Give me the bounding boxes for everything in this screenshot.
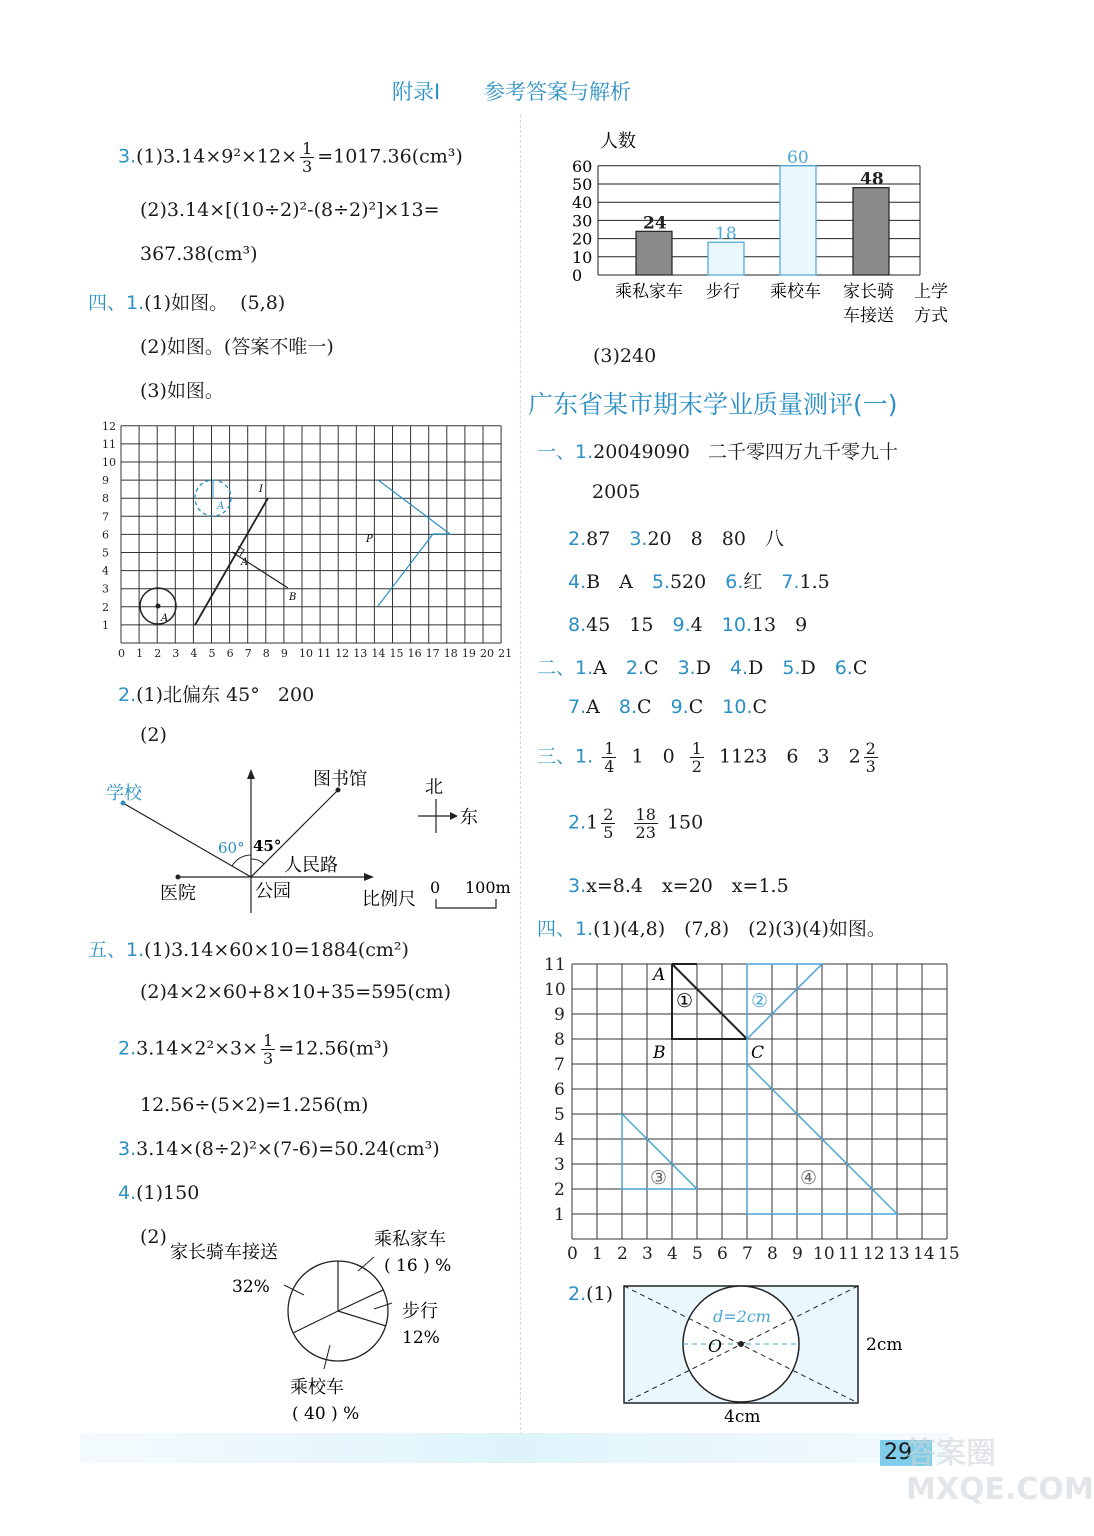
item-number: 9.: [670, 696, 689, 718]
item-number: 7.: [781, 571, 800, 593]
answer-3-2: (2)3.14×[(10÷2)²-(8÷2)²]×13=: [140, 199, 440, 221]
pie-private-label: 乘私家车: [374, 1229, 446, 1250]
grid2-xtick: 5: [692, 1244, 703, 1264]
answer-4-3: (3)如图。: [140, 380, 224, 402]
test-1-row4: [568, 610, 807, 637]
grid2-ytick: 3: [554, 1155, 565, 1175]
section-label: 二、: [537, 657, 576, 679]
item-value: 13 9: [751, 614, 808, 636]
grid1-xtick: 7: [244, 647, 252, 660]
label-circle-4: ④: [800, 1167, 818, 1189]
label-circle-3: ③: [650, 1167, 668, 1189]
item-value: C: [852, 657, 868, 679]
item-value: 20 8 80 八: [647, 528, 784, 550]
label-b: B: [289, 592, 297, 603]
answer-4-1: 四、1.(1)如图。 (5,8): [88, 292, 286, 314]
grid1-ytick: 12: [102, 419, 116, 433]
item-number: 4.: [729, 657, 749, 679]
label-circle-2: ②: [751, 990, 769, 1012]
bar-value-label: 60: [787, 147, 809, 168]
grid2-xtick: 9: [792, 1244, 803, 1264]
answer-3-1: 3.(1)3.14×9²×12× $\frac{1}{3}$ =1017.36(cm³): [118, 139, 463, 176]
answer-5-3: 3.3.14×(8÷2)²×(7-6)=50.24(cm³): [118, 1138, 440, 1160]
grid1-ytick: 5: [102, 546, 109, 560]
label-a: A: [653, 965, 666, 985]
pie-walk-label: 步行: [402, 1301, 438, 1322]
grid2-ytick: 10: [544, 980, 566, 1000]
item-value: 45 15: [586, 614, 654, 636]
item-value: 520: [669, 571, 707, 593]
grid1-xtick: 19: [461, 647, 476, 660]
library-label: 图书馆: [313, 769, 367, 790]
item-number: 4.: [568, 571, 587, 593]
item-number: 8.: [568, 614, 587, 636]
height-label: 2cm: [866, 1335, 903, 1355]
grid2-xtick: 2: [617, 1244, 628, 1264]
center-label: O: [708, 1337, 722, 1357]
label-c: C: [751, 1043, 765, 1063]
page-number: 29: [884, 1440, 912, 1465]
item-number: 10.: [721, 614, 752, 636]
grid2-xtick: 15: [938, 1244, 960, 1264]
scale-bar: [436, 899, 496, 908]
grid2-ytick: 2: [554, 1180, 565, 1200]
item-number: 7.: [568, 696, 587, 718]
grid1-xtick: 2: [154, 647, 162, 660]
bar-category: 乘私家车: [615, 282, 683, 302]
bar-ytick: 50: [572, 175, 593, 194]
grid2-xtick: 14: [913, 1244, 935, 1264]
pie-private-pct: ( 16 ) %: [384, 1256, 452, 1276]
grid1-ytick: 2: [102, 600, 109, 614]
test-4-1: 四、1.(1)(4,8) (7,8) (2)(3)(4)如图。: [537, 918, 886, 940]
grid2-xtick: 7: [742, 1244, 753, 1264]
grid2-xtick: 6: [717, 1244, 728, 1264]
item-value: D: [695, 657, 711, 679]
coordinate-grid-1: [98, 418, 518, 660]
label-circle-1: ①: [676, 990, 694, 1012]
footer-band: [80, 1433, 950, 1463]
item-number: 3.: [629, 528, 648, 550]
test-3-2: 2.1 $\frac{2}{5}$ $\frac{18}{23}$ 150: [568, 805, 704, 842]
bar-category: 步行: [706, 282, 740, 302]
grid2-xtick: 10: [813, 1244, 835, 1264]
line-segment-i: [195, 498, 268, 625]
scale-value: 100m: [465, 878, 511, 897]
item-number: 2.: [625, 657, 645, 679]
pie-parent-pct: 32%: [232, 1277, 270, 1297]
answer-5-2: 2.3.14×2²×3× $\frac{1}{3}$ =12.56(m³): [118, 1031, 389, 1068]
bar-category-line2: 方式: [914, 306, 948, 326]
grid2-ytick: 1: [554, 1205, 565, 1225]
answer-5-1: 五、1.(1)3.14×60×10=1884(cm²): [88, 939, 409, 961]
item-number: 6.: [834, 657, 853, 679]
bar: [853, 188, 889, 275]
answer-r3: (3)240: [593, 345, 657, 367]
test-4-2: 2.(1): [568, 1283, 614, 1305]
bar-value-label: 18: [715, 224, 737, 245]
answer-4-2q: 2.(1)北偏东 45° 200: [118, 684, 315, 706]
park-label: 公园: [255, 881, 291, 902]
bar-category-line2: 车接送: [843, 306, 894, 326]
item-number: 5.: [782, 657, 801, 679]
grid2-ytick: 4: [554, 1130, 565, 1150]
grid1-xtick: 6: [226, 647, 234, 660]
header-title: 参考答案与解析: [484, 80, 631, 104]
answer-5-4b: (2): [140, 1226, 167, 1248]
grid1-xtick: 11: [317, 647, 332, 660]
grid1-xtick: 10: [299, 647, 313, 660]
grid1-xtick: 9: [280, 647, 288, 660]
bar-ytick: 10: [572, 247, 593, 267]
bar-category: 上学: [914, 282, 948, 302]
grid2-ytick: 5: [554, 1105, 565, 1125]
grid1-ytick: 7: [102, 510, 109, 524]
grid1-xtick: 14: [371, 647, 386, 660]
grid1-xtick: 3: [172, 647, 180, 660]
width-label: 4cm: [724, 1407, 761, 1427]
item-value: 红: [743, 571, 763, 593]
bar: [636, 231, 672, 275]
grid2-xtick: 8: [767, 1244, 778, 1264]
item-number: 2.: [568, 528, 587, 550]
bar: [780, 166, 816, 275]
test-2-row1: [537, 653, 867, 680]
grid2-ytick: 7: [554, 1055, 565, 1075]
parallelogram-top: [378, 480, 450, 534]
grid1-ytick: 6: [102, 528, 109, 542]
pie-bus-label: 乘校车: [290, 1377, 344, 1398]
test-1-1c: 2005: [592, 481, 641, 503]
item-value: 1.5: [799, 571, 830, 593]
direction-map: [100, 765, 520, 925]
item-value: D: [748, 657, 764, 679]
item-value: C: [644, 657, 659, 679]
bar: [708, 242, 744, 275]
bar-chart: [560, 125, 970, 330]
grid2-xtick: 3: [642, 1244, 653, 1264]
test-1-row3: [568, 567, 830, 594]
grid2-ytick: 6: [554, 1080, 565, 1100]
grid2-xtick: 4: [667, 1244, 678, 1264]
label-i: I: [259, 484, 263, 495]
item-number: 10.: [722, 696, 753, 718]
grid1-ytick: 3: [102, 582, 109, 596]
watermark-logo: 答案圈 MXQE.COM: [906, 1436, 1094, 1507]
grid1-xtick: 12: [335, 647, 350, 660]
test-1-row2: [568, 524, 784, 551]
scale-zero: 0: [430, 878, 441, 897]
answer-4-2: (2)如图。(答案不唯一): [140, 336, 334, 358]
item-number: 6.: [725, 571, 744, 593]
grid2-xtick: 0: [567, 1244, 578, 1264]
grid2-ytick: 11: [544, 955, 566, 975]
bar-value-label: 24: [643, 213, 667, 234]
grid2-ytick: 9: [554, 1005, 565, 1025]
item-number: 9.: [672, 614, 691, 636]
angle-45-label: 45°: [253, 837, 282, 855]
grid1-xtick: 8: [262, 647, 270, 660]
grid2-ytick: 8: [554, 1030, 565, 1050]
item-number: 3.: [677, 657, 696, 679]
item-value: 4: [690, 614, 703, 636]
item-value: B A: [586, 571, 633, 593]
bar-ytick: 60: [572, 156, 593, 176]
label-a-mid: A: [241, 557, 249, 568]
grid1-xtick: 5: [208, 647, 216, 660]
bar-ytick: 20: [572, 229, 593, 249]
answer-4-2q-2: (2): [140, 724, 167, 746]
answer-5-1-2: (2)4×2×60+8×10+35=595(cm): [140, 981, 451, 1003]
item-number: 5.: [651, 571, 670, 593]
item-value: A: [586, 696, 600, 718]
bar-category: 乘校车: [770, 282, 821, 302]
test-1-1: 一、1.20049090 二千零四万九千零九十: [537, 441, 899, 463]
answer-5-2b: 12.56÷(5×2)=1.256(m): [140, 1094, 369, 1116]
answer-5-4: 4.(1)150: [118, 1182, 200, 1204]
scale-label: 比例尺: [362, 889, 416, 910]
bar-ytick: 30: [572, 211, 593, 231]
test-2-row2: [568, 696, 767, 718]
bar-ytick: 40: [572, 193, 593, 213]
grid1-xtick: 21: [498, 647, 513, 660]
grid1-xtick: 17: [425, 647, 440, 660]
test-3-3: 3.x=8.4 x=20 x=1.5: [568, 875, 789, 897]
grid1-xtick: 16: [407, 647, 422, 660]
test-title: 广东省某市期末学业质量测评(一): [528, 390, 898, 419]
grid1-xtick: 1: [136, 647, 144, 660]
hospital-label: 医院: [160, 883, 196, 904]
item-value: D: [800, 657, 816, 679]
circle-rectangle-figure: [620, 1280, 920, 1428]
angle-60-label: 60°: [218, 839, 245, 857]
coordinate-grid-2: [540, 952, 970, 1270]
grid2-xtick: 13: [888, 1244, 910, 1264]
item-number: 1.: [575, 657, 594, 679]
grid1-xtick: 18: [443, 647, 458, 660]
grid1-ytick: 1: [102, 618, 109, 632]
label-a-low: A: [161, 613, 169, 624]
pie-bus-pct: ( 40 ) %: [292, 1404, 360, 1424]
label-a-high: A: [217, 501, 225, 512]
grid1-xtick: 0: [118, 647, 125, 660]
grid1-ytick: 11: [102, 437, 116, 451]
north-label: 北: [425, 777, 443, 798]
appendix-label: 附录Ⅰ: [392, 80, 441, 104]
label-b: B: [653, 1043, 666, 1063]
answer-3-2-result: 367.38(cm³): [140, 243, 258, 265]
item-value: C: [752, 696, 768, 718]
bar-ylabel: 人数: [600, 131, 636, 152]
item-value: 87: [586, 528, 611, 550]
label-p: P: [366, 534, 373, 545]
grid2-xtick: 1: [592, 1244, 603, 1264]
grid1-xtick: 13: [353, 647, 368, 660]
pie-chart: [140, 1225, 480, 1430]
grid1-ytick: 8: [102, 492, 109, 506]
pie-walk-pct: 12%: [402, 1328, 440, 1348]
bar-ytick: 0: [572, 266, 583, 285]
item-value: C: [637, 696, 652, 718]
diameter-label: d=2cm: [713, 1307, 771, 1326]
grid1-xtick: 15: [389, 647, 404, 660]
road-label: 人民路: [284, 855, 338, 876]
column-divider: [520, 115, 521, 1435]
item-number: 8.: [618, 696, 638, 718]
test-3-1: 三、1. $\frac{1}{4}$ 1 0 $\frac{1}{2}$ 1123 6 3 2 $\frac{2}{3}$: [537, 739, 876, 776]
east-label: 东: [460, 807, 478, 828]
grid1-ytick: 4: [102, 564, 109, 578]
bar-value-label: 48: [860, 169, 884, 190]
grid1-xtick: 4: [190, 647, 198, 660]
pie-parent-label: 家长骑车接送: [170, 1242, 278, 1263]
grid1-xtick: 20: [480, 647, 494, 660]
school-label: 学校: [106, 783, 142, 804]
grid2-xtick: 12: [863, 1244, 885, 1264]
item-value: A: [593, 657, 607, 679]
grid1-ytick: 9: [102, 474, 109, 488]
bar-category: 家长骑: [843, 282, 894, 302]
item-value: C: [688, 696, 704, 718]
grid1-ytick: 10: [102, 456, 116, 469]
grid2-xtick: 11: [838, 1244, 860, 1264]
